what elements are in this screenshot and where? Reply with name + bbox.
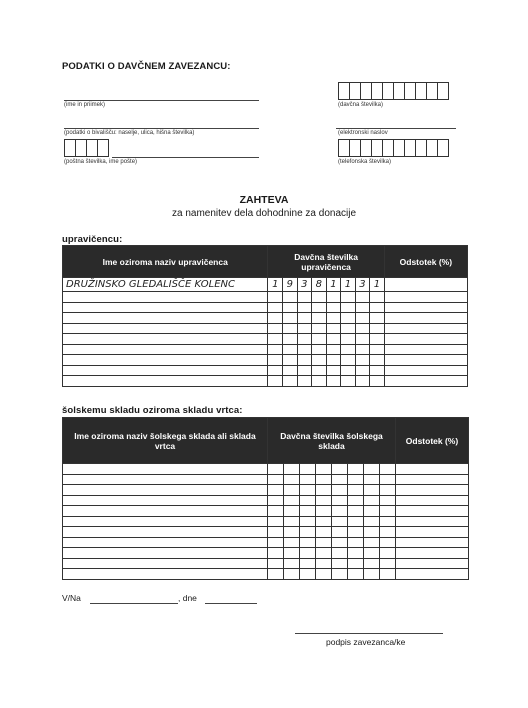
school-row[interactable]: [63, 506, 469, 517]
school-row[interactable]: [63, 548, 469, 559]
beneficiary-row[interactable]: [63, 344, 468, 355]
email-line[interactable]: [336, 128, 456, 129]
beneficiary-label: upravičencu:: [62, 234, 123, 245]
beneficiary-row[interactable]: [63, 376, 468, 387]
beneficiary-row[interactable]: [63, 313, 468, 324]
school-row[interactable]: [63, 495, 469, 506]
place-label: V/Na: [62, 593, 81, 603]
postal-caption: (poštna številka, ime pošte): [64, 159, 138, 165]
name-caption: (ime in priimek): [64, 102, 106, 108]
beneficiary-table: [62, 245, 468, 387]
signature-line[interactable]: [295, 633, 443, 634]
tax-digit[interactable]: 1: [268, 278, 283, 292]
school-row[interactable]: [63, 558, 469, 569]
school-row[interactable]: [63, 569, 469, 580]
beneficiary-row[interactable]: [63, 365, 468, 376]
school-fund-table: [62, 417, 469, 580]
school-fund-label: šolskemu skladu oziroma skladu vrtca:: [62, 405, 243, 416]
request-title: ZAHTEVA: [239, 194, 289, 206]
school-row[interactable]: [63, 474, 469, 485]
beneficiary-row[interactable]: [63, 355, 468, 366]
school-col-tax: Davčna številka šolskega sklada: [268, 418, 396, 464]
beneficiary-col-name: Ime oziroma naziv upravičenca: [63, 246, 268, 278]
signature-label: podpis zavezanca/ke: [326, 637, 406, 647]
phone-boxes[interactable]: [338, 139, 448, 157]
tax-number-boxes[interactable]: [338, 82, 448, 100]
beneficiary-col-percent: Odstotek (%): [384, 246, 467, 278]
school-row[interactable]: [63, 537, 469, 548]
tax-digit[interactable]: 9: [283, 278, 298, 292]
tax-number-caption: (davčna številka): [338, 102, 384, 108]
beneficiary-name-cell[interactable]: DRUŽINSKO GLEDALIŠČE KOLENC: [63, 278, 268, 292]
email-caption: (elektronski naslov: [338, 130, 388, 136]
tax-digit[interactable]: 3: [355, 278, 370, 292]
tax-digit[interactable]: 1: [370, 278, 385, 292]
tax-digit[interactable]: 1: [341, 278, 356, 292]
taxpayer-section-title: PODATKI O DAVČNEM ZAVEZANCU:: [62, 61, 231, 72]
place-line[interactable]: [90, 603, 178, 604]
percent-cell[interactable]: [384, 278, 467, 292]
tax-digit[interactable]: 1: [326, 278, 341, 292]
tax-digit[interactable]: 8: [312, 278, 327, 292]
address-line[interactable]: [64, 128, 259, 129]
school-col-name: Ime oziroma naziv šolskega sklada ali sklada vrtca: [63, 418, 268, 464]
beneficiary-col-tax: Davčna številka upravičenca: [268, 246, 384, 278]
address-caption: (podatki o bivališču: naselje, ulica, hišna številka): [64, 130, 195, 136]
name-line[interactable]: [64, 100, 259, 101]
school-col-percent: Odstotek (%): [396, 418, 469, 464]
postal-boxes[interactable]: [64, 139, 108, 157]
school-row[interactable]: [63, 516, 469, 527]
school-row[interactable]: [63, 464, 469, 475]
beneficiary-row[interactable]: [63, 323, 468, 334]
school-row[interactable]: [63, 527, 469, 538]
beneficiary-row[interactable]: [63, 292, 468, 303]
date-line[interactable]: [205, 603, 257, 604]
beneficiary-row[interactable]: [63, 278, 468, 292]
phone-caption: (telefonska številka): [338, 159, 392, 165]
school-row[interactable]: [63, 485, 469, 496]
date-label: , dne: [178, 593, 197, 603]
beneficiary-row[interactable]: [63, 334, 468, 345]
postal-name-line[interactable]: [112, 157, 259, 158]
beneficiary-row[interactable]: [63, 302, 468, 313]
request-subtitle: za namenitev dela dohodnine za donacije: [171, 208, 357, 219]
tax-digit[interactable]: 3: [297, 278, 312, 292]
